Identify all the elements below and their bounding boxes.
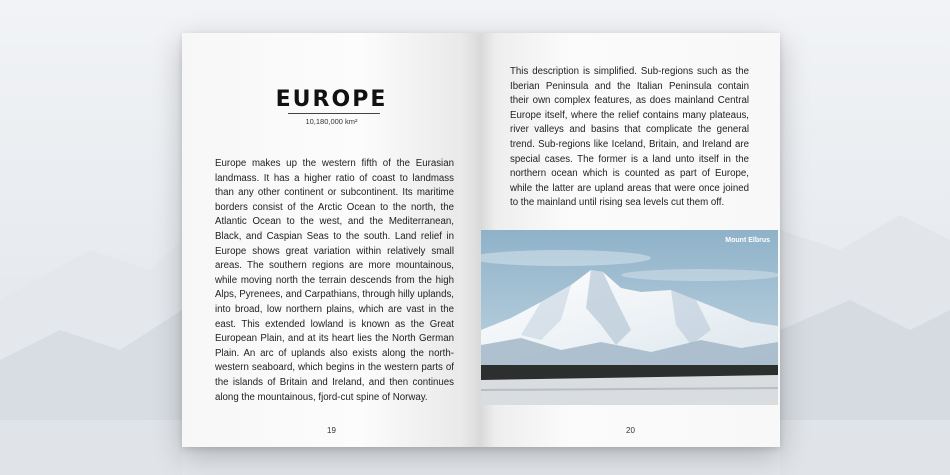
page-number-right: 20 — [626, 426, 635, 435]
page-number-left: 19 — [327, 426, 336, 435]
right-page — [481, 33, 780, 447]
right-body-text: This description is simplified. Sub-regions such as the Iberian Peninsula and the Italian Peninsula contain their own complex features, as does mainland Central Europe itself, where the relief contains many plateaus, river valleys and basins that complicate the general trend. Sub-regions like Iceland, Britain, and Ireland are special cases. The former is a land unto itself in the northern ocean which is counted as part of Europe, while the latter are upland areas that were once joined to the mainland until rising sea levels cut them off. — [510, 66, 749, 209]
page-title: EUROPE — [275, 87, 388, 112]
mount-elbrus-photo — [481, 230, 778, 405]
left-page — [182, 33, 481, 447]
left-body-text: Europe makes up the western fifth of the Eurasian landmass. It has a higher ratio of coast to landmass than any other continent or subcontinent. Its maritime borders consist of the Arctic Ocean to the north, the Atlantic Ocean to the west, and the Mediterranean, Black, and Caspian Seas to the south. Land relief in Europe shows great variation within relatively small areas. The southern regions are more mountainous, while moving north the terrain descends from the high Alps, Pyrenees, and Carpathians, through hilly uplands, into broad, low northern plains, which are vast in the east. This extended lowland is known as the Great European Plain, and at its heart lies the North German Plain. An arc of uplands also exists along the north-western seaboard, which begins in the western parts of the islands of Britain and Ireland, and then continues along the mountainous, fjord-cut spine of Norway. — [215, 158, 454, 403]
title-divider — [288, 113, 380, 114]
area-subtitle: 10,180,000 km² — [305, 117, 358, 126]
mountain-landscape-image — [481, 230, 778, 405]
photo-caption: Mount Elbrus — [725, 237, 770, 244]
open-book — [182, 33, 780, 447]
